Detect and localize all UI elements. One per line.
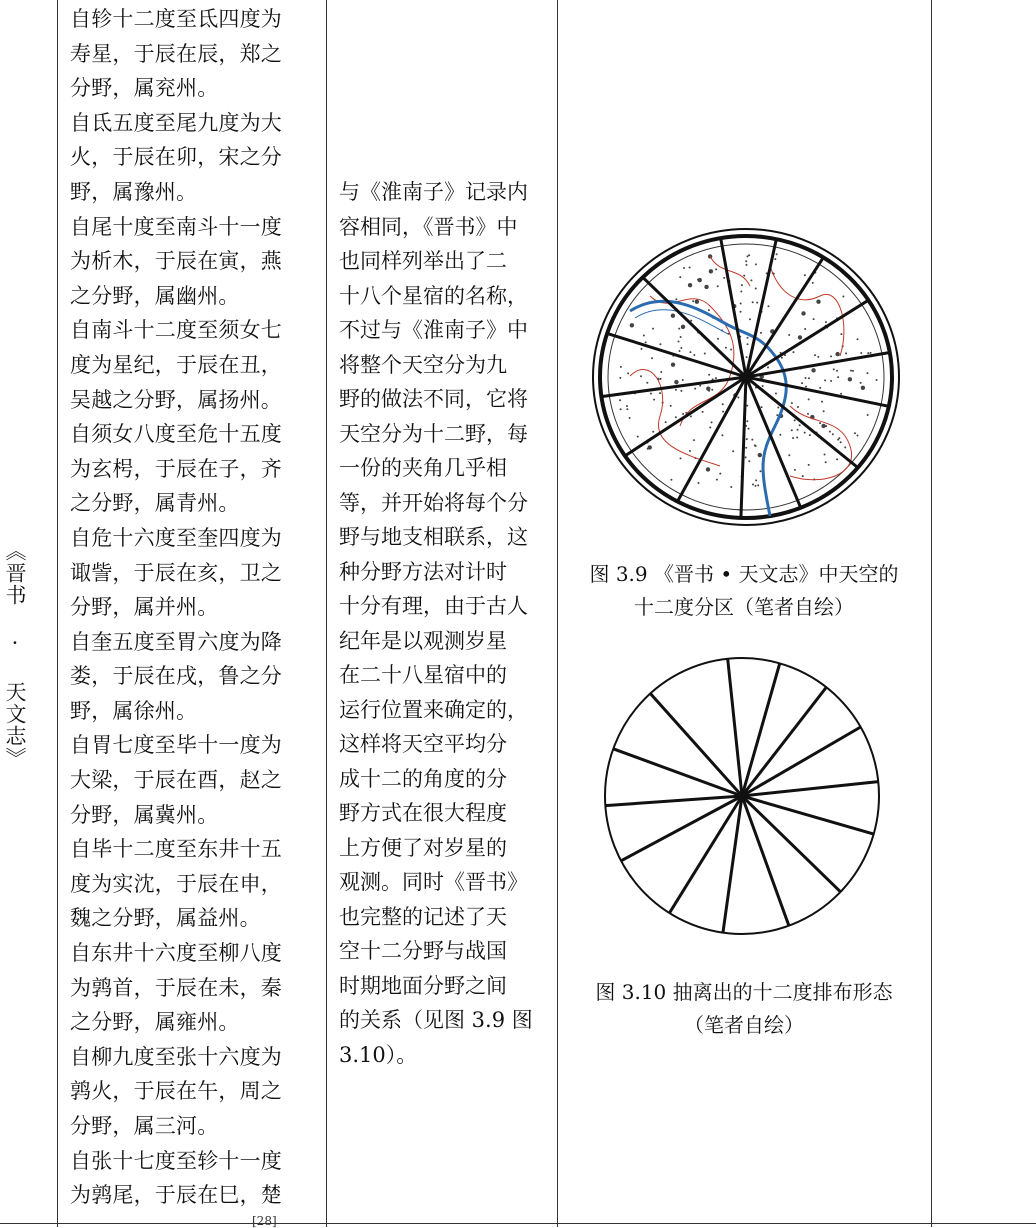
star-dot bbox=[821, 401, 823, 403]
star-dot bbox=[722, 411, 724, 413]
star-dot bbox=[690, 415, 692, 417]
star-dot bbox=[681, 325, 685, 329]
table-divider-3 bbox=[931, 0, 932, 1227]
star-dot bbox=[737, 397, 739, 399]
star-dot bbox=[850, 370, 852, 372]
star-dot bbox=[821, 424, 825, 428]
star-dot bbox=[670, 405, 672, 407]
star-dot bbox=[796, 436, 798, 438]
star-dot bbox=[812, 282, 814, 284]
zodiac-entry bbox=[70, 106, 320, 210]
commentary-line: 的关系（见图 3.9 图 bbox=[339, 1008, 533, 1032]
star-dot bbox=[693, 439, 695, 441]
star-dot bbox=[680, 336, 682, 338]
star-dot bbox=[824, 454, 826, 456]
entry-line: 大梁，于辰在酉，赵之 bbox=[70, 768, 282, 793]
star-dot bbox=[756, 302, 758, 304]
star-dot bbox=[814, 354, 816, 356]
star-dot bbox=[620, 408, 622, 410]
footnote-marker: [28] bbox=[252, 1214, 277, 1228]
star-dot bbox=[717, 285, 719, 287]
twelve-division-wheel-figure bbox=[602, 655, 882, 937]
star-dot bbox=[867, 352, 869, 354]
commentary-line: 空十二分野与战国 bbox=[339, 939, 507, 963]
star-dot bbox=[675, 416, 677, 418]
row-label: 《晋书 · 天文志》 bbox=[3, 540, 27, 769]
commentary-line: 十八个星宿的名称， bbox=[339, 283, 528, 308]
commentary-line: 运行位置来确定的， bbox=[339, 697, 528, 722]
star-dot bbox=[844, 446, 846, 448]
star-dot bbox=[680, 347, 682, 349]
star-dot bbox=[860, 352, 862, 354]
commentary-line: 等，并开始将每个分 bbox=[339, 490, 528, 515]
star-dot bbox=[861, 386, 865, 390]
star-dot bbox=[706, 467, 710, 471]
star-dot bbox=[619, 377, 621, 379]
star-dot bbox=[794, 419, 796, 421]
commentary-line: 这样将天空平均分 bbox=[339, 732, 507, 756]
star-dot bbox=[870, 352, 872, 354]
star-dot bbox=[674, 380, 678, 384]
star-dot bbox=[695, 300, 699, 304]
commentary-line: 不过与《淮南子》中 bbox=[339, 318, 528, 342]
star-dot bbox=[781, 357, 783, 359]
star-dot bbox=[688, 283, 692, 287]
star-dot bbox=[732, 450, 734, 452]
star-dot bbox=[689, 450, 691, 452]
commentary-line: 天空分为十二野，每 bbox=[339, 421, 528, 446]
star-dot bbox=[772, 329, 774, 331]
star-dot bbox=[650, 393, 652, 395]
star-dot bbox=[721, 434, 723, 436]
star-dot bbox=[823, 410, 825, 412]
star-dot bbox=[704, 285, 708, 289]
star-dot bbox=[836, 458, 838, 460]
star-dot bbox=[805, 386, 807, 388]
entry-line: 分野，属冀州。 bbox=[70, 802, 219, 827]
star-dot bbox=[682, 379, 684, 381]
star-dot bbox=[802, 475, 804, 477]
star-dot bbox=[840, 441, 842, 443]
star-dot bbox=[717, 338, 719, 340]
star-dot bbox=[694, 388, 696, 390]
star-dot bbox=[755, 479, 757, 481]
star-dot bbox=[660, 371, 662, 373]
entry-line: 为鹑首，于辰在未，秦 bbox=[70, 975, 282, 1000]
star-dot bbox=[689, 267, 691, 269]
star-dot bbox=[678, 328, 680, 330]
entry-line: 自张十七度至轸十一度 bbox=[70, 1148, 282, 1173]
star-dot bbox=[741, 284, 743, 286]
star-dot bbox=[747, 337, 749, 339]
star-dot bbox=[740, 303, 742, 305]
star-dot bbox=[745, 260, 747, 262]
commentary-line: 野方式在很大程度 bbox=[339, 801, 507, 825]
star-dot bbox=[670, 479, 672, 481]
zodiac-entry bbox=[70, 728, 320, 832]
star-dot bbox=[723, 277, 725, 279]
star-dot bbox=[761, 406, 763, 408]
star-dot bbox=[683, 267, 685, 269]
star-dot bbox=[725, 347, 727, 349]
star-dot bbox=[629, 417, 631, 419]
entry-line: 之分野，属雍州。 bbox=[70, 1010, 240, 1035]
commentary-line: 上方便了对岁星的 bbox=[339, 835, 507, 860]
star-dot bbox=[819, 422, 821, 424]
entry-line: 为鹑尾，于辰在巳，楚 bbox=[70, 1183, 282, 1208]
star-dot bbox=[693, 354, 695, 356]
entry-line: 鹑火，于辰在午，周之 bbox=[70, 1079, 282, 1104]
star-dot bbox=[819, 387, 821, 389]
star-dot bbox=[808, 398, 810, 400]
star-dot bbox=[791, 402, 793, 404]
commentary-line: 观测。同时《晋书》 bbox=[339, 870, 528, 894]
entry-line: 之分野，属幽州。 bbox=[70, 283, 240, 308]
star-dot bbox=[830, 355, 832, 357]
classical-text-column bbox=[70, 2, 320, 1213]
table-divider-1 bbox=[326, 0, 327, 1227]
star-dot bbox=[740, 291, 742, 293]
star-dot bbox=[860, 382, 862, 384]
star-dot bbox=[743, 275, 745, 277]
star-dot bbox=[807, 413, 809, 415]
star-dot bbox=[848, 377, 852, 381]
commentary-line: 也完整的记述了天 bbox=[339, 904, 507, 929]
star-dot bbox=[752, 483, 754, 485]
star-dot bbox=[840, 333, 842, 335]
star-dot bbox=[645, 341, 647, 343]
star-dot bbox=[791, 429, 793, 431]
entry-line: 之分野，属青州。 bbox=[70, 491, 240, 516]
entry-line: 吴越之分野，属扬州。 bbox=[70, 387, 282, 412]
star-dot bbox=[792, 437, 794, 439]
star-dot bbox=[760, 332, 762, 334]
entry-line: 魏之分野，属益州。 bbox=[70, 906, 261, 931]
star-dot bbox=[643, 334, 645, 336]
star-dot bbox=[799, 424, 801, 426]
star-dot bbox=[845, 352, 847, 354]
star-dot bbox=[671, 314, 675, 318]
star-dot bbox=[757, 484, 759, 486]
caption-line: 图 3.10 抽离出的十二度排布形态 bbox=[595, 980, 893, 1004]
star-dot bbox=[671, 362, 675, 366]
entry-line: 自柳九度至张十六度为 bbox=[70, 1044, 282, 1069]
entry-line: 度为实沈，于辰在申， bbox=[70, 871, 282, 896]
star-dot bbox=[747, 343, 749, 345]
star-dot bbox=[805, 377, 807, 379]
star-dot bbox=[698, 482, 700, 484]
commentary-line: 与《淮南子》记录内 bbox=[339, 180, 528, 204]
star-dot bbox=[857, 338, 859, 340]
star-dot bbox=[708, 390, 710, 392]
caption-line: 图 3.9 《晋书 • 天文志》中天空的 bbox=[589, 562, 899, 586]
commentary-line: 成十二的角度的分 bbox=[339, 766, 507, 791]
entry-line: 分野，属并州。 bbox=[70, 595, 219, 620]
star-dot bbox=[797, 406, 799, 408]
star-dot bbox=[640, 375, 642, 377]
star-dot bbox=[758, 453, 762, 457]
entry-line: 自轸十二度至氐四度为 bbox=[70, 7, 282, 31]
entry-line: 自危十六度至奎四度为 bbox=[70, 525, 282, 550]
star-dot bbox=[640, 348, 642, 350]
star-dot bbox=[817, 356, 819, 358]
star-dot bbox=[852, 370, 854, 372]
star-dot bbox=[682, 413, 684, 415]
zodiac-entry bbox=[70, 625, 320, 729]
commentary-line: 容相同，《晋书》中 bbox=[339, 214, 518, 239]
star-dot bbox=[722, 403, 724, 405]
star-dot bbox=[779, 434, 781, 436]
star-chart-figure bbox=[590, 226, 902, 528]
star-dot bbox=[788, 334, 790, 336]
star-dot bbox=[775, 392, 777, 394]
commentary-column bbox=[339, 175, 554, 1072]
star-dot bbox=[829, 431, 831, 433]
star-dot bbox=[750, 279, 752, 281]
entry-line: 分野，属三河。 bbox=[70, 1114, 219, 1138]
star-dot bbox=[755, 445, 757, 447]
figure-3-10-caption bbox=[558, 976, 930, 1042]
star-dot bbox=[745, 447, 747, 449]
entry-line: 分野，属兖州。 bbox=[70, 76, 219, 101]
star-dot bbox=[788, 454, 790, 456]
star-dot bbox=[715, 377, 717, 379]
commentary-line: 时期地面分野之间 bbox=[339, 973, 507, 998]
star-dot bbox=[840, 393, 842, 395]
star-dot bbox=[748, 460, 750, 462]
entry-line: 自毕十二度至东井十五 bbox=[70, 837, 282, 862]
star-dot bbox=[830, 380, 832, 382]
star-dot bbox=[754, 485, 756, 487]
star-dot bbox=[716, 479, 718, 481]
star-dot bbox=[637, 436, 639, 438]
star-dot bbox=[746, 420, 748, 422]
star-dot bbox=[740, 311, 742, 313]
entry-line: 自奎五度至胃六度为降 bbox=[70, 629, 282, 654]
caption-line: 十二度分区（笔者自绘） bbox=[634, 595, 854, 619]
entry-line: 火，于辰在卯，宋之分 bbox=[70, 145, 282, 170]
star-dot bbox=[745, 264, 747, 266]
star-dot bbox=[809, 434, 811, 436]
star-dot bbox=[746, 255, 748, 257]
star-dot bbox=[665, 421, 667, 423]
star-dot bbox=[651, 357, 653, 359]
star-dot bbox=[867, 372, 869, 374]
entry-line: 自南斗十二度至须女七 bbox=[70, 318, 282, 343]
star-dot bbox=[680, 390, 682, 392]
star-dot bbox=[745, 456, 747, 458]
entry-line: 野，属徐州。 bbox=[70, 698, 198, 723]
star-dot bbox=[746, 356, 748, 358]
entry-line: 为玄枵，于辰在子，齐 bbox=[70, 456, 282, 481]
star-dot bbox=[659, 392, 661, 394]
star-dot bbox=[702, 411, 704, 413]
table-border-bottom bbox=[0, 1223, 1036, 1224]
entry-line: 娄，于辰在戌，鲁之分 bbox=[70, 664, 282, 689]
star-dot bbox=[711, 389, 713, 391]
star-dot bbox=[762, 385, 764, 387]
star-dot bbox=[652, 431, 654, 433]
star-dot bbox=[832, 433, 834, 435]
star-dot bbox=[646, 382, 648, 384]
star-dot bbox=[680, 457, 682, 459]
star-dot bbox=[626, 408, 628, 410]
zodiac-entry bbox=[70, 1144, 320, 1213]
star-dot bbox=[730, 348, 732, 350]
commentary-line: 纪年是以观测岁星 bbox=[339, 628, 507, 653]
entry-line: 自东井十六度至柳八度 bbox=[70, 941, 282, 966]
star-dot bbox=[767, 305, 769, 307]
zodiac-entry bbox=[70, 2, 320, 106]
zodiac-entry bbox=[70, 313, 320, 417]
caption-line: （笔者自绘） bbox=[684, 1013, 804, 1037]
commentary-line: 野与地支相联系，这 bbox=[339, 525, 528, 549]
commentary-line: 种分野方法对计时 bbox=[339, 559, 507, 584]
star-dot bbox=[792, 351, 794, 353]
zodiac-entry bbox=[70, 936, 320, 1040]
star-dot bbox=[719, 473, 721, 475]
star-dot bbox=[837, 439, 839, 441]
commentary-line: 也同样列举出了二 bbox=[339, 249, 507, 273]
table-border-left bbox=[57, 0, 58, 1227]
star-dot bbox=[825, 461, 827, 463]
star-dot bbox=[755, 288, 757, 290]
star-dot bbox=[808, 377, 810, 379]
commentary-line: 一份的夹角几乎相 bbox=[339, 456, 507, 480]
entry-line: 诹訾，于辰在亥，卫之 bbox=[70, 560, 282, 585]
star-dot bbox=[708, 309, 710, 311]
commentary-line: 将整个天空分为九 bbox=[339, 352, 507, 377]
star-dot bbox=[647, 448, 649, 450]
star-dot bbox=[659, 343, 661, 345]
star-dot bbox=[835, 352, 839, 356]
star-dot bbox=[708, 374, 710, 376]
star-dot bbox=[730, 486, 732, 488]
star-dot bbox=[798, 335, 802, 339]
star-dot bbox=[749, 318, 751, 320]
star-dot bbox=[675, 298, 677, 300]
commentary-line: 3.10）。 bbox=[339, 1042, 418, 1067]
star-dot bbox=[801, 311, 805, 315]
star-dot bbox=[711, 421, 713, 423]
star-dot bbox=[801, 382, 803, 384]
commentary-line: 野的做法不同，它将 bbox=[339, 387, 528, 411]
entry-line: 为析木，于辰在寅，燕 bbox=[70, 249, 282, 274]
star-dot bbox=[660, 378, 662, 380]
star-dot bbox=[825, 321, 827, 323]
star-dot bbox=[630, 323, 634, 327]
star-dot bbox=[689, 351, 691, 353]
star-dot bbox=[804, 432, 806, 434]
star-dot bbox=[627, 372, 629, 374]
star-dot bbox=[856, 435, 858, 437]
star-dot bbox=[804, 274, 806, 276]
star-dot bbox=[709, 269, 713, 273]
star-dot bbox=[653, 399, 655, 401]
zodiac-entry bbox=[70, 832, 320, 936]
star-dot bbox=[699, 385, 701, 387]
star-dot bbox=[867, 414, 869, 416]
star-dot bbox=[804, 328, 806, 330]
zodiac-entry bbox=[70, 417, 320, 521]
star-dot bbox=[774, 258, 776, 260]
star-dot bbox=[748, 254, 750, 256]
star-dot bbox=[619, 399, 621, 401]
star-dot bbox=[678, 340, 680, 342]
entry-line: 自氐五度至尾九度为大 bbox=[70, 110, 282, 135]
entry-line: 自胃七度至毕十一度为 bbox=[70, 733, 282, 758]
star-dot bbox=[620, 366, 622, 368]
star-dot bbox=[652, 328, 654, 330]
star-dot bbox=[836, 370, 838, 372]
zodiac-entry bbox=[70, 210, 320, 314]
entry-line: 野，属豫州。 bbox=[70, 179, 198, 204]
star-dot bbox=[704, 352, 706, 354]
star-dot bbox=[808, 464, 810, 466]
star-dot bbox=[777, 406, 779, 408]
star-dot bbox=[776, 253, 778, 255]
zodiac-entry bbox=[70, 521, 320, 625]
star-dot bbox=[675, 389, 677, 391]
star-dot bbox=[759, 470, 761, 472]
commentary-line: 在二十八星宿中的 bbox=[339, 663, 507, 687]
star-dot bbox=[626, 405, 628, 407]
star-dot bbox=[833, 368, 835, 370]
star-dot bbox=[748, 428, 750, 430]
star-dot bbox=[746, 438, 748, 440]
star-dot bbox=[751, 439, 753, 441]
star-dot bbox=[876, 379, 878, 381]
star-dot bbox=[679, 350, 681, 352]
star-dot bbox=[794, 469, 796, 471]
entry-line: 自须女八度至危十五度 bbox=[70, 422, 282, 447]
star-dot bbox=[755, 263, 757, 265]
star-dot bbox=[697, 279, 699, 281]
star-dot bbox=[679, 276, 681, 278]
star-dot bbox=[854, 432, 856, 434]
star-dot bbox=[816, 300, 820, 304]
entry-line: 自尾十度至南斗十一度 bbox=[70, 214, 282, 239]
star-dot bbox=[811, 368, 815, 372]
star-dot bbox=[692, 300, 694, 302]
star-dot bbox=[797, 429, 799, 431]
star-dot bbox=[709, 426, 711, 428]
star-dot bbox=[813, 318, 815, 320]
star-dot bbox=[715, 268, 717, 270]
entry-line: 寿星，于辰在辰，郑之 bbox=[70, 41, 282, 66]
entry-line: 度为星纪，于辰在丑， bbox=[70, 352, 282, 377]
commentary-line: 十分有理，由于古人 bbox=[339, 594, 528, 618]
star-dot bbox=[837, 376, 839, 378]
star-dot bbox=[842, 295, 844, 297]
star-dot bbox=[824, 379, 826, 381]
star-dot bbox=[752, 301, 754, 303]
zodiac-entry bbox=[70, 1040, 320, 1144]
star-dot bbox=[767, 366, 769, 368]
figure-3-9-caption bbox=[558, 558, 930, 624]
